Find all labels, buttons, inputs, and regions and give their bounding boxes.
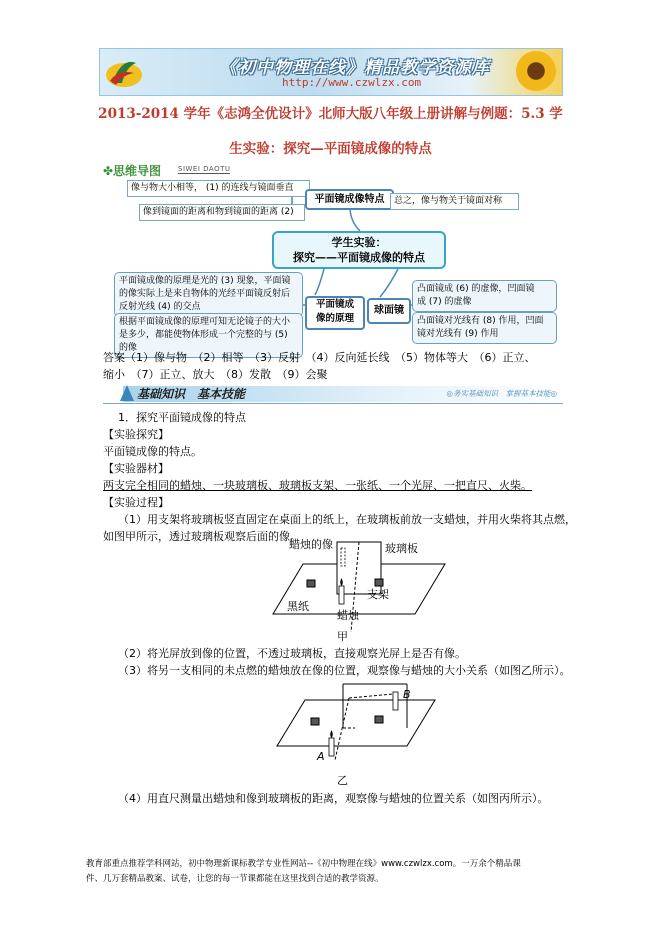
answers-line-2: 缩小 （7）正立、放大 （8）发散 （9）会聚 xyxy=(103,368,328,381)
footer-line-1: 教育部重点推荐学科网站，初中物理新课标教学专业性网站--《初中物理在线》www.czwlzx.com。一万余个精品课 xyxy=(86,859,521,869)
figure-a-label-image: 蜡烛的像 xyxy=(289,538,333,551)
banner-title: 《初中物理在线》精品教学资源库 xyxy=(220,58,490,78)
mindmap-sphere-1 xyxy=(412,280,557,312)
header-banner xyxy=(99,48,563,96)
mindmap-feature-2: 像到镜面的距离和物到镜面的距离 (2) xyxy=(139,204,305,221)
text-equipment: 两支完全相同的蜡烛、一块玻璃板、玻璃板支架、一张纸、一个光屏、一把直尺、火柴。 xyxy=(103,479,532,492)
footer-line-2: 件、几万套精品教案、试卷，让您的每一节课都能在这里找到合适的教学资源。 xyxy=(86,874,384,884)
label-procedure: 【实验过程】 xyxy=(103,496,169,509)
principle-2-line-3: 的像 xyxy=(119,343,138,353)
node-principle-line-2: 像的原理 xyxy=(315,313,354,324)
center-line-2: 探究——平面镜成像的特点 xyxy=(293,251,425,264)
label-explore: 【实验探究】 xyxy=(103,428,169,441)
candle-b-icon xyxy=(393,692,398,710)
site-logo-icon xyxy=(104,53,144,91)
sphere-2-line-2: 镜对光线有 (9) 作用 xyxy=(417,329,499,339)
principle-1-line-3: 反射光线 (4) 的交点 xyxy=(119,302,201,312)
label-equipment: 【实验器材】 xyxy=(103,462,169,475)
text-explore: 平面镜成像的特点。 xyxy=(103,445,202,458)
principle-2-line-2: 是多少，都能使物体形成一个完整的与 (5) xyxy=(119,330,288,340)
principle-2-line-1: 根据平面镜成像的原理可知无论镜子的大小 xyxy=(119,317,291,327)
sphere-2-line-1: 凸面镜对光线有 (8) 作用，凹面 xyxy=(417,316,544,326)
center-line-1: 学生实验： xyxy=(331,236,387,249)
step-1-line-1: （1）用支架将玻璃板竖直固定在桌面上的纸上，在玻璃板前放一支蜡烛，并用火柴将其点燃， xyxy=(118,513,576,526)
figure-a-caption: 甲 xyxy=(337,630,348,643)
mindmap-feature-1: 像与物大小相等， (1) 的连线与镜面垂直 xyxy=(127,180,310,197)
figure-a xyxy=(255,532,455,644)
step-1-line-2: 如图甲所示，透过玻璃板观察后面的像。 xyxy=(103,530,301,543)
page-title-line2: 生实验：探究—平面镜成像的特点 xyxy=(229,141,432,157)
section-icon xyxy=(117,383,137,403)
figure-b-caption: 乙 xyxy=(337,774,348,787)
banner-url[interactable]: http://www.czwlzx.com xyxy=(282,76,422,89)
candle-a-icon xyxy=(329,730,334,756)
mindmap-tag: ✤思维导图 xyxy=(103,164,162,178)
mindmap-node-sphere: 球面镜 xyxy=(367,298,411,324)
mindmap-node-principle xyxy=(305,296,365,330)
principle-1-line-1: 平面镜成像的原理是光的 (3) 现象，平面镜 xyxy=(119,276,291,286)
mindmap-subtitle: SIWEI DAOTU xyxy=(178,165,231,173)
figure-a-label-stand: 支架 xyxy=(367,588,389,601)
figure-b-label-a: A xyxy=(317,750,325,763)
mindmap-summary: 总之，像与物关于镜面对称 xyxy=(390,193,519,210)
section-note: ◎务实基础知识 掌握基本技能◎ xyxy=(446,389,557,398)
answers-line-1: 答案（1）像与物 （2）相等 （3）反射 （4）反向延长线 （5）物体等大 （6）正立、 xyxy=(103,351,536,364)
figure-b-label-b: B xyxy=(403,688,411,701)
figure-a-label-candle: 蜡烛 xyxy=(337,609,359,622)
mindmap-sphere-2 xyxy=(412,312,557,344)
section-title: 基础知识 基本技能 xyxy=(137,387,246,401)
figure-a-label-paper: 黑纸 xyxy=(287,600,309,613)
section-header xyxy=(103,383,563,404)
step-3: （3）将另一支相同的未点燃的蜡烛放在像的位置，观察像与蜡烛的大小关系（如图乙所示）。 xyxy=(118,664,571,677)
sphere-1-line-2: 成 (7) 的虚像 xyxy=(417,297,472,307)
heading-experiment: 1．探究平面镜成像的特点 xyxy=(118,411,246,424)
figure-b xyxy=(265,678,445,788)
sunflower-icon xyxy=(516,51,556,91)
step-4: （4）用直尺测量出蜡烛和像到玻璃板的距离，观察像与蜡烛的位置关系（如图丙所示）。 xyxy=(118,792,549,805)
mindmap-node-features: 平面镜成像特点 xyxy=(305,189,394,210)
figure-a-label-glass: 玻璃板 xyxy=(385,542,418,555)
step-2: （2）将光屏放到像的位置，不透过玻璃板，直接观察光屏上是否有像。 xyxy=(118,647,466,660)
page-title-line1: 2013-2014 学年《志鸿全优设计》北师大版八年级上册讲解与例题：5.3 学 xyxy=(98,106,563,122)
node-principle-line-1: 平面镜成 xyxy=(315,299,354,310)
mindmap-center-node xyxy=(272,231,446,269)
principle-1-line-2: 的像实际上是来自物体的光经平面镜反射后 xyxy=(119,289,291,299)
sphere-1-line-1: 凸面镜成 (6) 的虚像，凹面镜 xyxy=(417,284,535,294)
mindmap-principle-1 xyxy=(114,272,303,317)
